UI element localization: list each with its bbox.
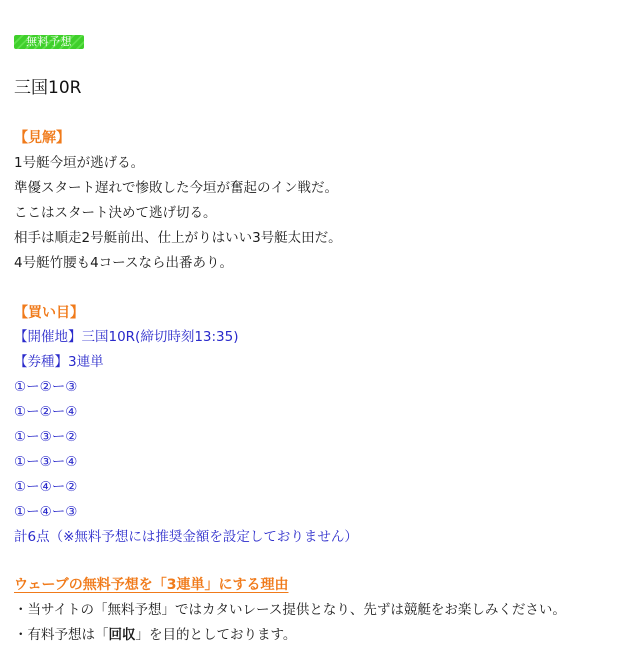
reason-line-2-strong: 回収 — [108, 627, 136, 643]
reason-line-1: ・当サイトの「無料予想」ではカタいレース提供となり、先ずは競艇をお楽しみください。 — [14, 602, 566, 618]
bet-combo: ①ー③ー④ — [14, 454, 78, 470]
opinion-line: 4号艇竹腰も4コースなら出番あり。 — [14, 255, 234, 271]
race-title: 三国10R — [14, 78, 82, 98]
opinion-line: ここはスタート決めて逃げ切る。 — [14, 205, 217, 221]
reason-line-2-suffix: 」を目的としております。 — [135, 627, 297, 643]
bets-venue: 【開催地】三国10R(締切時刻13:35) — [14, 329, 239, 345]
bets-heading: 【買い目】 — [14, 305, 84, 321]
opinion-line: 準優スタート遅れで惨敗した今垣が奮起のイン戦だ。 — [14, 180, 338, 196]
bets-total: 計6点（※無料予想には推奨金額を設定しておりません） — [14, 529, 358, 545]
bet-combo: ①ー④ー③ — [14, 504, 78, 520]
reason-line-2-prefix: ・有料予想は「 — [14, 627, 109, 643]
free-prediction-badge: 無料予想 — [14, 35, 84, 49]
opinion-line: 1号艇今垣が逃げる。 — [14, 155, 145, 171]
bet-combo: ①ー③ー② — [14, 429, 78, 445]
reason-line-2 — [14, 625, 296, 645]
reason-title: ウェーブの無料予想を「3連単」にする理由 — [14, 577, 289, 593]
opinion-line: 相手は順走2号艇前出、仕上がりはいい3号艇太田だ。 — [14, 230, 342, 246]
bet-combo: ①ー②ー④ — [14, 404, 78, 420]
bets-type: 【券種】3連単 — [14, 354, 104, 370]
bet-combo: ①ー②ー③ — [14, 379, 78, 395]
prediction-article — [14, 0, 630, 671]
opinion-heading: 【見解】 — [14, 130, 70, 146]
bet-combo: ①ー④ー② — [14, 479, 78, 495]
